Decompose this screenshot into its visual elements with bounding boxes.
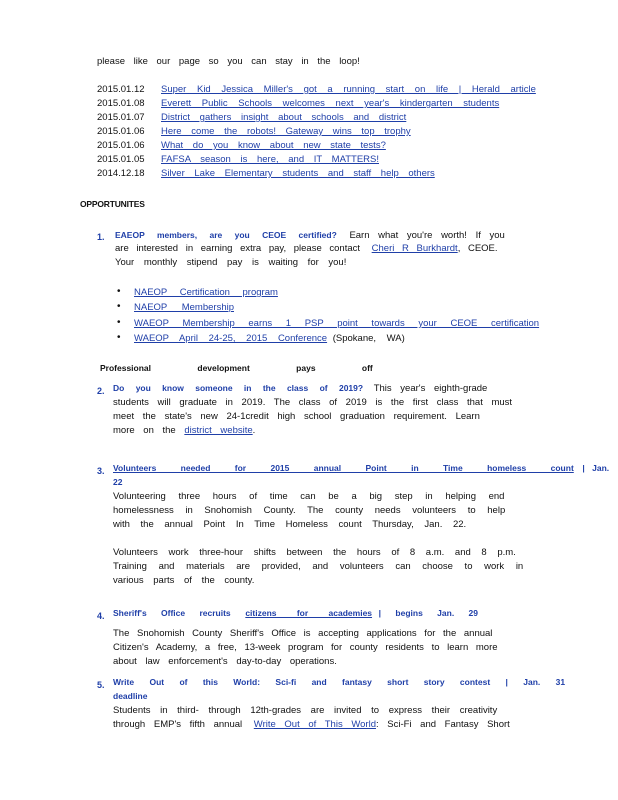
item3-p1-line: with the annual Point In Time Homeless count Thursday, Jan. 22. — [113, 519, 467, 530]
item2-line1 — [113, 382, 487, 395]
item4-lead-text: Sheriff's Office recruits — [113, 608, 231, 618]
item4-line: about law enforcement's day-to-day operations. — [113, 656, 337, 667]
item3-p1-line: homelessness in Snohomish County. The county needs volunteers to help — [113, 505, 506, 516]
item1-lead: EAEOP members, are you CEOE certified? — [115, 230, 337, 240]
item4-lead-tail: | begins Jan. 29 — [378, 608, 478, 618]
bullet-row — [134, 332, 405, 345]
news-date: 2014.12.18 — [97, 168, 145, 179]
bullet-dot: • — [117, 332, 121, 343]
citizens-academies-link[interactable]: citizens for academies — [245, 608, 373, 618]
news-link[interactable]: Here come the robots! Gateway wins top trophy — [161, 126, 411, 137]
bullet-dot: • — [117, 317, 121, 328]
news-date: 2015.01.06 — [97, 140, 145, 151]
item-number: 2. — [97, 386, 105, 396]
item5-line2-text: through EMP's fifth annual — [113, 719, 243, 730]
item3-lead-tail: | Jan. — [582, 463, 610, 473]
item1-line1 — [115, 229, 505, 242]
item3-p2-line: various parts of the county. — [113, 575, 255, 586]
bullet-link[interactable]: NAEOP Membership — [134, 302, 234, 313]
bullet-after: (Spokane, WA) — [332, 333, 405, 344]
item1-line2 — [115, 242, 498, 255]
news-row — [97, 126, 411, 138]
news-link[interactable]: What do you know about new state tests? — [161, 140, 386, 151]
item2-lead: Do you know someone in the class of 2019? — [113, 383, 364, 393]
bullet-dot: • — [117, 301, 121, 312]
news-link[interactable]: FAFSA season is here, and IT MATTERS! — [161, 154, 379, 165]
news-link[interactable]: District gathers insight about schools and district — [161, 112, 407, 123]
news-link[interactable]: Super Kid Jessica Miller's got a running start on life | Herald article — [161, 84, 536, 95]
item4-lead-row — [113, 607, 478, 620]
bullet-link[interactable]: WAEOP April 24-25, 2015 Conference — [134, 333, 328, 344]
contact-link[interactable]: Cheri R Burkhardt — [371, 243, 458, 254]
section-heading: OPPORTUNITES — [80, 199, 145, 209]
item5-line1: Students in third- through 12th-grades are invited to express their creativity — [113, 705, 498, 716]
district-website-link[interactable]: district website — [184, 425, 253, 436]
write-out-link[interactable]: Write Out of This World — [253, 719, 376, 730]
item5-line2-tail: : Sci-Fi and Fantasy Short — [375, 719, 510, 730]
news-date: 2015.01.06 — [97, 126, 145, 137]
item2-line4-text: more on the — [113, 425, 176, 436]
news-link[interactable]: Silver Lake Elementary students and staff help others — [161, 168, 435, 179]
bullet-dot: • — [117, 286, 121, 297]
item4-line: The Snohomish County Sheriff's Office is accepting applications for the annual — [113, 628, 493, 639]
item2-lead-rest: This year's eighth-grade — [373, 383, 488, 394]
item-number: 3. — [97, 466, 105, 476]
item2-line4 — [113, 424, 255, 437]
item3-p1-line: Volunteering three hours of time can be a big step in helping end — [113, 491, 505, 502]
item-number: 4. — [97, 611, 105, 621]
item3-lead-line2: 22 — [113, 477, 123, 487]
news-row — [97, 112, 406, 124]
item3-p2-line: Training and materials are provided, and volunteers can choose to work in — [113, 561, 524, 572]
news-row — [97, 140, 386, 152]
item1-line2-text: are interested in earning extra pay, please contact — [115, 243, 361, 254]
item5-lead-line2: deadline — [113, 691, 148, 701]
news-row — [97, 154, 379, 166]
news-link[interactable]: Everett Public Schools welcomes next year's kindergarten students — [161, 98, 500, 109]
item5-lead: Write Out of this World: Sci-fi and fantasy short story contest | Jan. 31 — [113, 677, 566, 687]
news-row — [97, 98, 499, 110]
item1-line3: Your monthly stipend pay is waiting for you! — [115, 257, 347, 268]
item3-lead-link[interactable]: Volunteers needed for 2015 annual Point in Time homeless count — [113, 463, 574, 473]
item3-p2-line: Volunteers work three-hour shifts between the hours of 8 a.m. and 8 p.m. — [113, 547, 516, 558]
item3-lead-row — [113, 462, 609, 475]
bullet-link[interactable]: WAEOP Membership earns 1 PSP point towards your CEOE certification — [134, 318, 540, 329]
item2-line4-tail: . — [252, 425, 256, 436]
news-row — [97, 84, 536, 96]
item-number: 1. — [97, 232, 105, 242]
item-number: 5. — [97, 680, 105, 690]
item2-line2: students will graduate in 2019. The class of 2019 is the first class that must — [113, 397, 513, 408]
intro-text: please like our page so you can stay in the loop! — [97, 56, 360, 67]
item4-line: Citizen's Academy, a free, 13-week program for county residents to learn more — [113, 642, 498, 653]
news-date: 2015.01.07 — [97, 112, 145, 123]
pd-heading: Professional development pays off — [100, 363, 373, 373]
news-date: 2015.01.12 — [97, 84, 145, 95]
item2-line3: meet the state's new 24-1credit high school graduation requirement. Learn — [113, 411, 480, 422]
news-date: 2015.01.05 — [97, 154, 145, 165]
news-date: 2015.01.08 — [97, 98, 145, 109]
item5-line2 — [113, 718, 510, 731]
news-row — [97, 168, 435, 180]
item1-lead-rest: Earn what you're worth! If you — [349, 230, 505, 241]
item1-line2-tail: , CEOE. — [457, 243, 498, 254]
bullet-link[interactable]: NAEOP Certification program — [134, 287, 278, 298]
